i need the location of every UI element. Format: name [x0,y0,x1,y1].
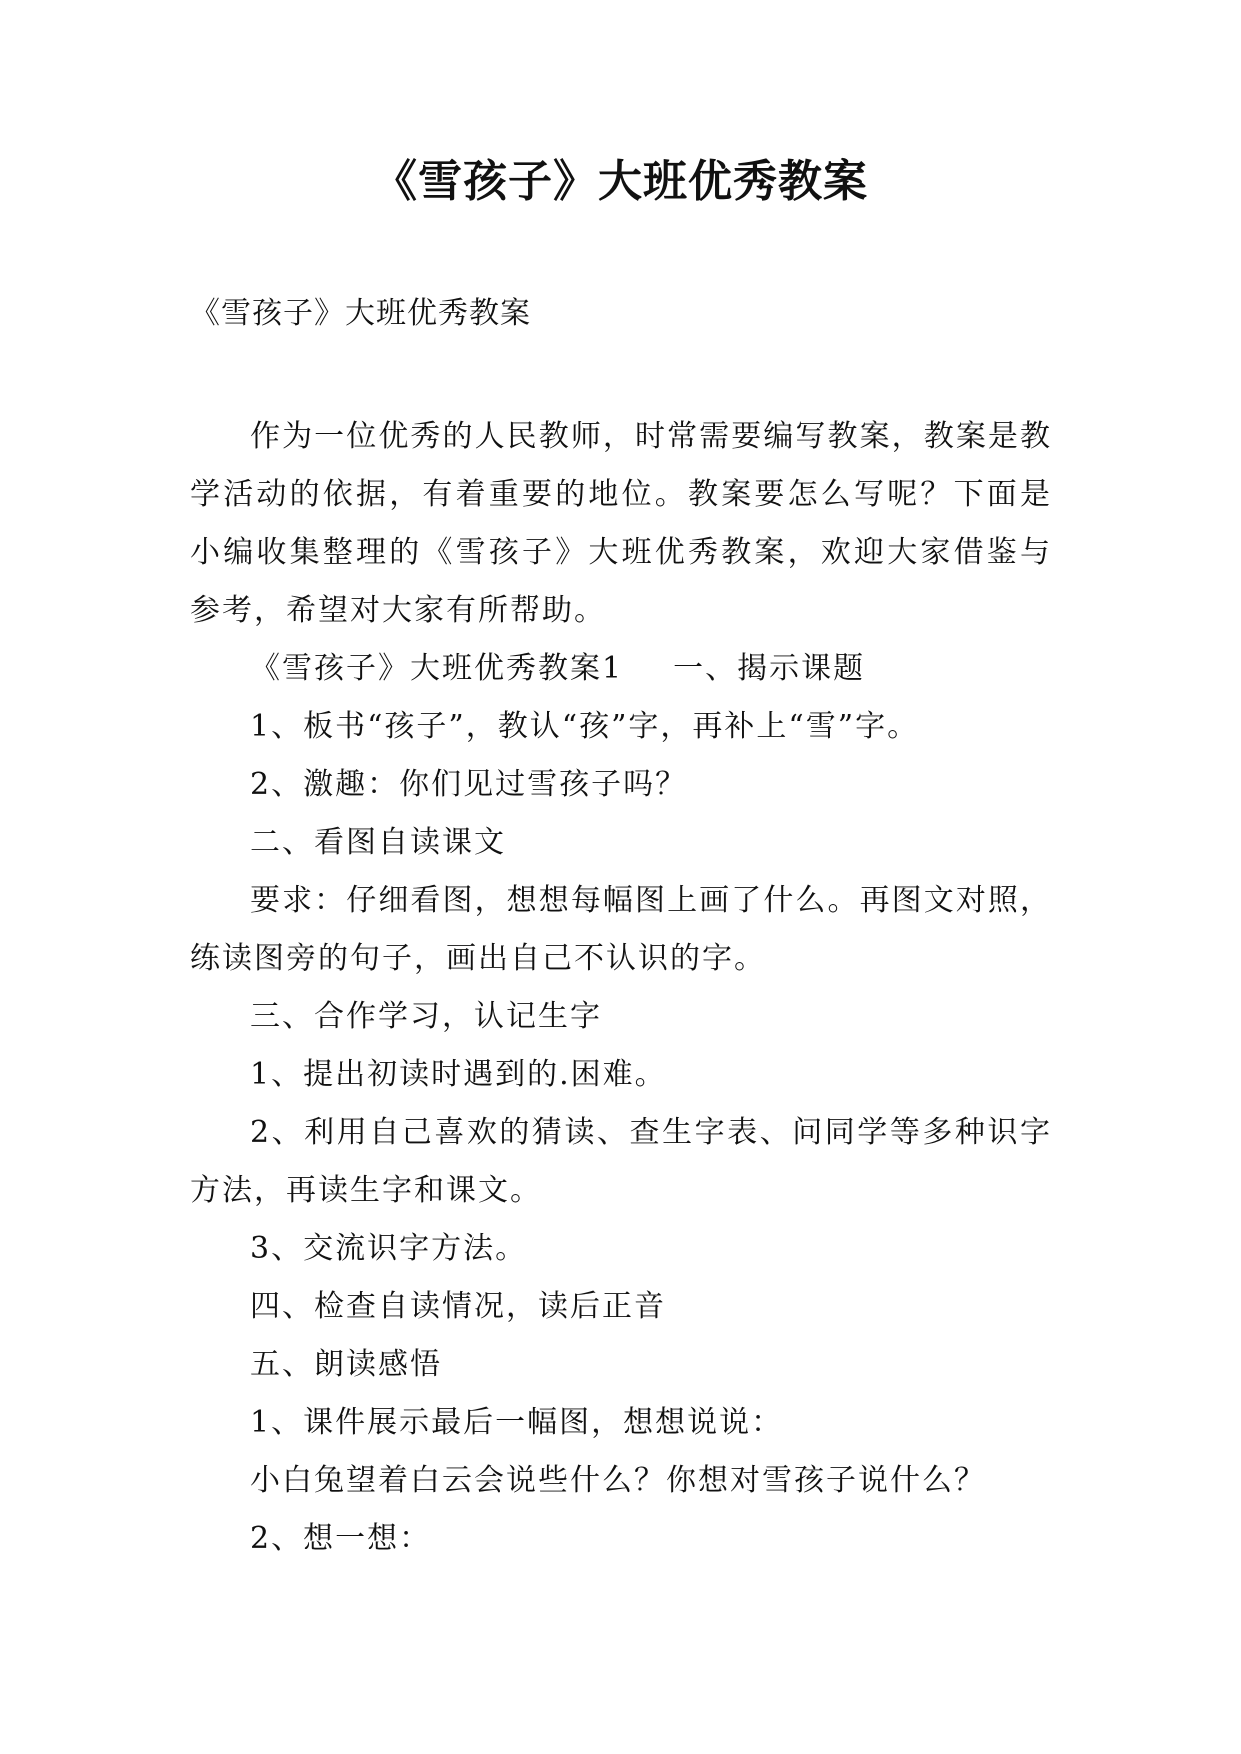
list-item: 2、利用自己喜欢的猜读、查生字表、问同学等多种识字方法，再读生字和课文。 [190,1115,1052,1208]
document-title: 《雪孩子》大班优秀教案 [373,156,868,207]
intro-paragraph: 作为一位优秀的人民教师，时常需要编写教案，教案是教学活动的依据，有着重要的地位。教案要怎么写呢？下面是小编收集整理的《雪孩子》大班优秀教案，欢迎大家借鉴与参考，希望对大家有所帮助。 [190,419,1052,628]
document-body [190,408,1052,1568]
list-item: 2、激趣：你们见过雪孩子吗？ [250,767,688,802]
list-item: 1、板书“孩子”，教认“孩”字，再补上“雪”字。 [250,709,920,744]
section-title: 《雪孩子》大班优秀教案1 [250,651,624,686]
list-item: 要求：仔细看图，想想每幅图上画了什么。再图文对照，练读图旁的句子，画出自己不认识的字。 [190,883,1052,976]
section-heading-line [190,640,1052,698]
list-item: 1、课件展示最后一幅图，想想说说： [250,1405,784,1440]
list-item: 3、交流识字方法。 [250,1231,528,1266]
list-item: 小白兔望着白云会说些什么？你想对雪孩子说什么？ [250,1463,986,1498]
section-first-heading: 一、揭示课题 [673,651,866,686]
section-heading: 三、合作学习，认记生字 [250,999,602,1034]
document-subtitle: 《雪孩子》大班优秀教案 [190,296,531,331]
list-item: 1、提出初读时遇到的.困难。 [250,1057,667,1092]
section-heading: 二、看图自读课文 [250,825,506,860]
list-item: 2、想一想： [250,1521,432,1556]
section-heading: 四、检查自读情况，读后正音 [250,1289,666,1324]
section-heading: 五、朗读感悟 [250,1347,442,1382]
